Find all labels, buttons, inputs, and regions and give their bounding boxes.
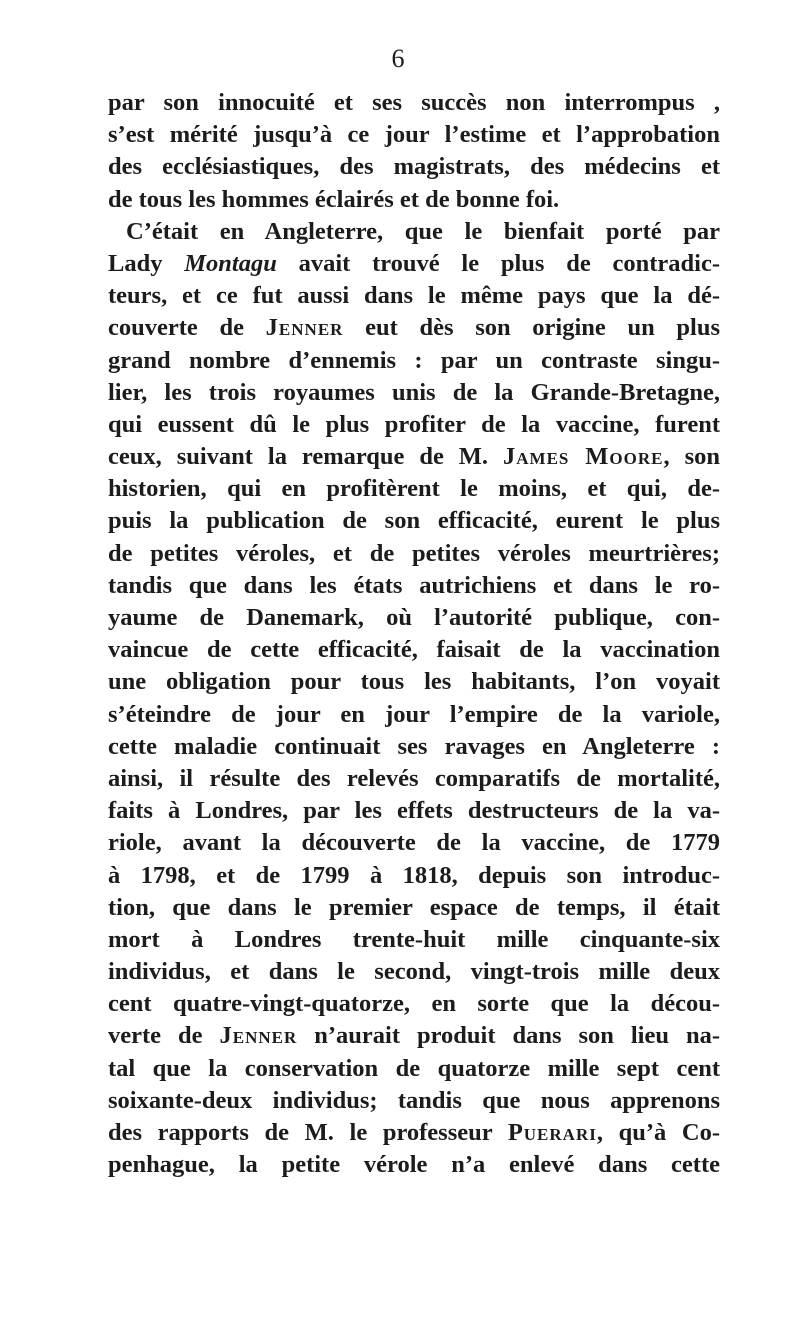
text-line [108, 763, 720, 795]
text-line [108, 119, 720, 151]
text-segment: grand nombre d’ennemis : par un contraste singu- [108, 346, 720, 374]
name-italic: Montagu [184, 249, 277, 277]
text-segment: , son [663, 443, 720, 471]
name-smallcaps: Jenner [265, 314, 344, 342]
text-segment: riole, avant la découverte de la vaccine, de 1779 [108, 829, 720, 857]
text-line [108, 151, 720, 183]
text-segment: historien, qui en profitèrent le moins, et qui, de- [108, 475, 720, 503]
text-segment: lier, les trois royaumes unis de la Grande-Bretagne, [108, 378, 720, 406]
text-segment: ceux, suivant la remarque de M. [108, 443, 503, 471]
text-segment: de tous les hommes éclairés et de bonne foi. [108, 185, 560, 213]
text-segment: Lady [108, 249, 185, 277]
text-segment: , qu’à Co- [596, 1119, 721, 1146]
text-segment: soixante-deux individus; tandis que nous apprenons [108, 1086, 720, 1114]
text-line [108, 473, 720, 505]
text-segment: des ecclésiastiques, des magistrats, des médecins et [108, 153, 720, 181]
text-segment: verte de [108, 1022, 220, 1050]
text-line [108, 988, 720, 1020]
text-segment: avait trouvé le plus de contradic- [276, 249, 720, 277]
text-segment: tal que la conservation de quatorze mille sept cent [108, 1054, 720, 1082]
text-segment: yaume de Danemark, où l’autorité publique, con- [108, 604, 720, 631]
text-segment: tion, que dans le premier espace de temps, il était [108, 893, 720, 921]
text-segment: cent quatre-vingt-quatorze, en sorte que la décou- [108, 990, 720, 1018]
text-line [108, 377, 720, 409]
text-segment: cette maladie continuait ses ravages en Angleterre : [108, 732, 720, 760]
text-line [108, 87, 720, 119]
text-line [108, 1020, 720, 1052]
text-line [108, 892, 720, 924]
text-line [108, 699, 720, 731]
name-smallcaps: James Moore [503, 443, 664, 471]
text-line [108, 1085, 720, 1117]
text-segment: C’était en Angleterre, que le bienfait porté par [126, 217, 720, 245]
text-line [108, 860, 720, 892]
text-segment: qui eussent dû le plus profiter de la vaccine, furent [108, 410, 720, 438]
text-line [108, 634, 720, 666]
text-line [108, 1053, 720, 1085]
text-segment: penhague, la petite vérole n’a enlevé dans cette [108, 1151, 720, 1179]
text-segment: s’éteindre de jour en jour l’empire de la variole, [108, 700, 720, 728]
text-segment: couverte de [108, 314, 266, 342]
name-smallcaps: Jenner [219, 1022, 298, 1050]
page-number: 6 [391, 44, 405, 73]
text-segment: à 1798, et de 1799 à 1818, depuis son introduc- [108, 861, 720, 889]
text-line [108, 280, 720, 312]
text-segment: des rapports de M. le professeur [108, 1119, 508, 1146]
text-line [108, 1149, 720, 1181]
text-segment: eut dès son origine un plus [343, 314, 720, 342]
text-line [108, 409, 720, 441]
text-segment: ainsi, il résulte des relevés comparatifs de mortalité, [108, 764, 720, 792]
text-segment: une obligation pour tous les habitants, l’on voyait [108, 668, 720, 696]
text-segment: faits à Londres, par les effets destructeurs de la va- [108, 797, 720, 825]
text-line [108, 1117, 720, 1149]
text-line [108, 538, 720, 570]
text-line [108, 345, 720, 377]
text-segment: de petites véroles, et de petites véroles meurtrières; [108, 539, 720, 567]
text-line [108, 312, 720, 344]
text-line [108, 666, 720, 698]
text-line [108, 731, 720, 763]
text-line [108, 956, 720, 988]
text-line [108, 602, 720, 634]
text-segment: tandis que dans les états autrichiens et dans le ro- [108, 571, 720, 599]
text-line [108, 924, 720, 956]
text-line [108, 795, 720, 827]
text-segment: teurs, et ce fut aussi dans le même pays que la dé- [108, 282, 720, 310]
text-line [108, 248, 720, 280]
name-smallcaps: Puerari [507, 1119, 597, 1146]
text-segment: mort à Londres trente-huit mille cinquante-six [108, 925, 720, 953]
text-line [108, 184, 720, 216]
text-segment: individus, et dans le second, vingt-trois mille deux [108, 958, 720, 986]
text-segment: n’aurait produit dans son lieu na- [297, 1022, 720, 1050]
text-line [108, 216, 720, 248]
text-segment: vaincue de cette efficacité, faisait de la vaccination [108, 636, 720, 664]
body-text [108, 87, 720, 1181]
text-line [108, 505, 720, 537]
text-line [108, 827, 720, 859]
text-segment: puis la publication de son efficacité, eurent le plus [108, 507, 720, 535]
text-segment: par son innocuité et ses succès non interrompus , [108, 89, 720, 116]
text-line [108, 441, 720, 473]
text-line [108, 570, 720, 602]
text-segment: s’est mérité jusqu’à ce jour l’estime et l’approbation [108, 121, 720, 149]
